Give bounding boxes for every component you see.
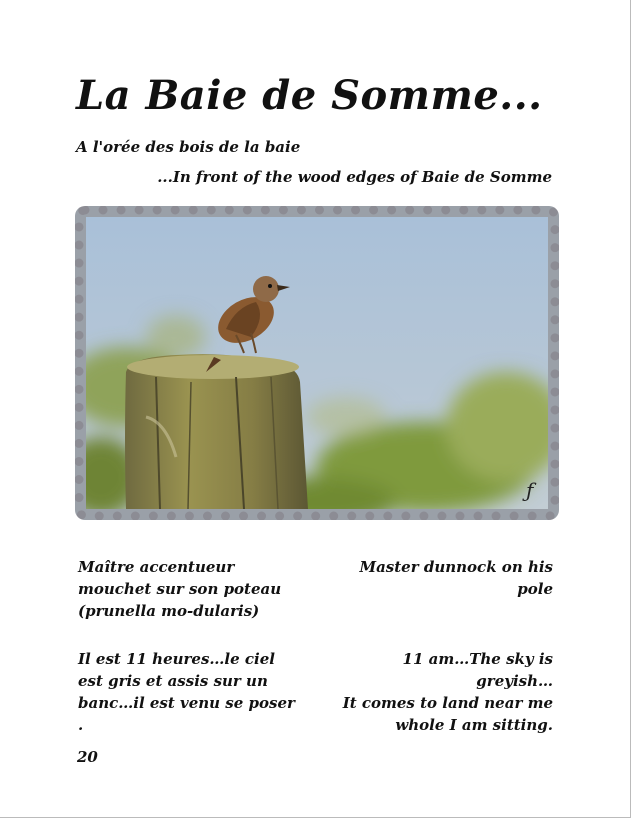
caption-english: Master dunnock on his pole	[359, 558, 553, 598]
subtitle-english: ...In front of the wood edges of Baie de Somme	[157, 168, 552, 186]
bird-photo	[86, 217, 548, 509]
page-number: 20	[77, 748, 98, 766]
wooden-post	[125, 354, 308, 509]
page-title: La Baie de Somme...	[76, 72, 543, 119]
body-english-line: It comes to land near me	[342, 694, 553, 712]
subtitle-french: A l'orée des bois de la baie	[76, 138, 301, 156]
photo-frame	[75, 206, 559, 520]
caption-french: Maître accentueur mouchet sur son poteau (prunella mo-dularis)	[78, 558, 282, 620]
body-english-line: whole I am sitting.	[395, 716, 553, 734]
body-english-line: 11 am…The sky is greyish…	[402, 650, 553, 690]
photo-signature: ƒ	[526, 478, 534, 502]
body-french: Il est 11 heures…le ciel est gris et assis sur un banc…il est venu se poser .	[78, 650, 295, 734]
body-english	[323, 648, 553, 736]
